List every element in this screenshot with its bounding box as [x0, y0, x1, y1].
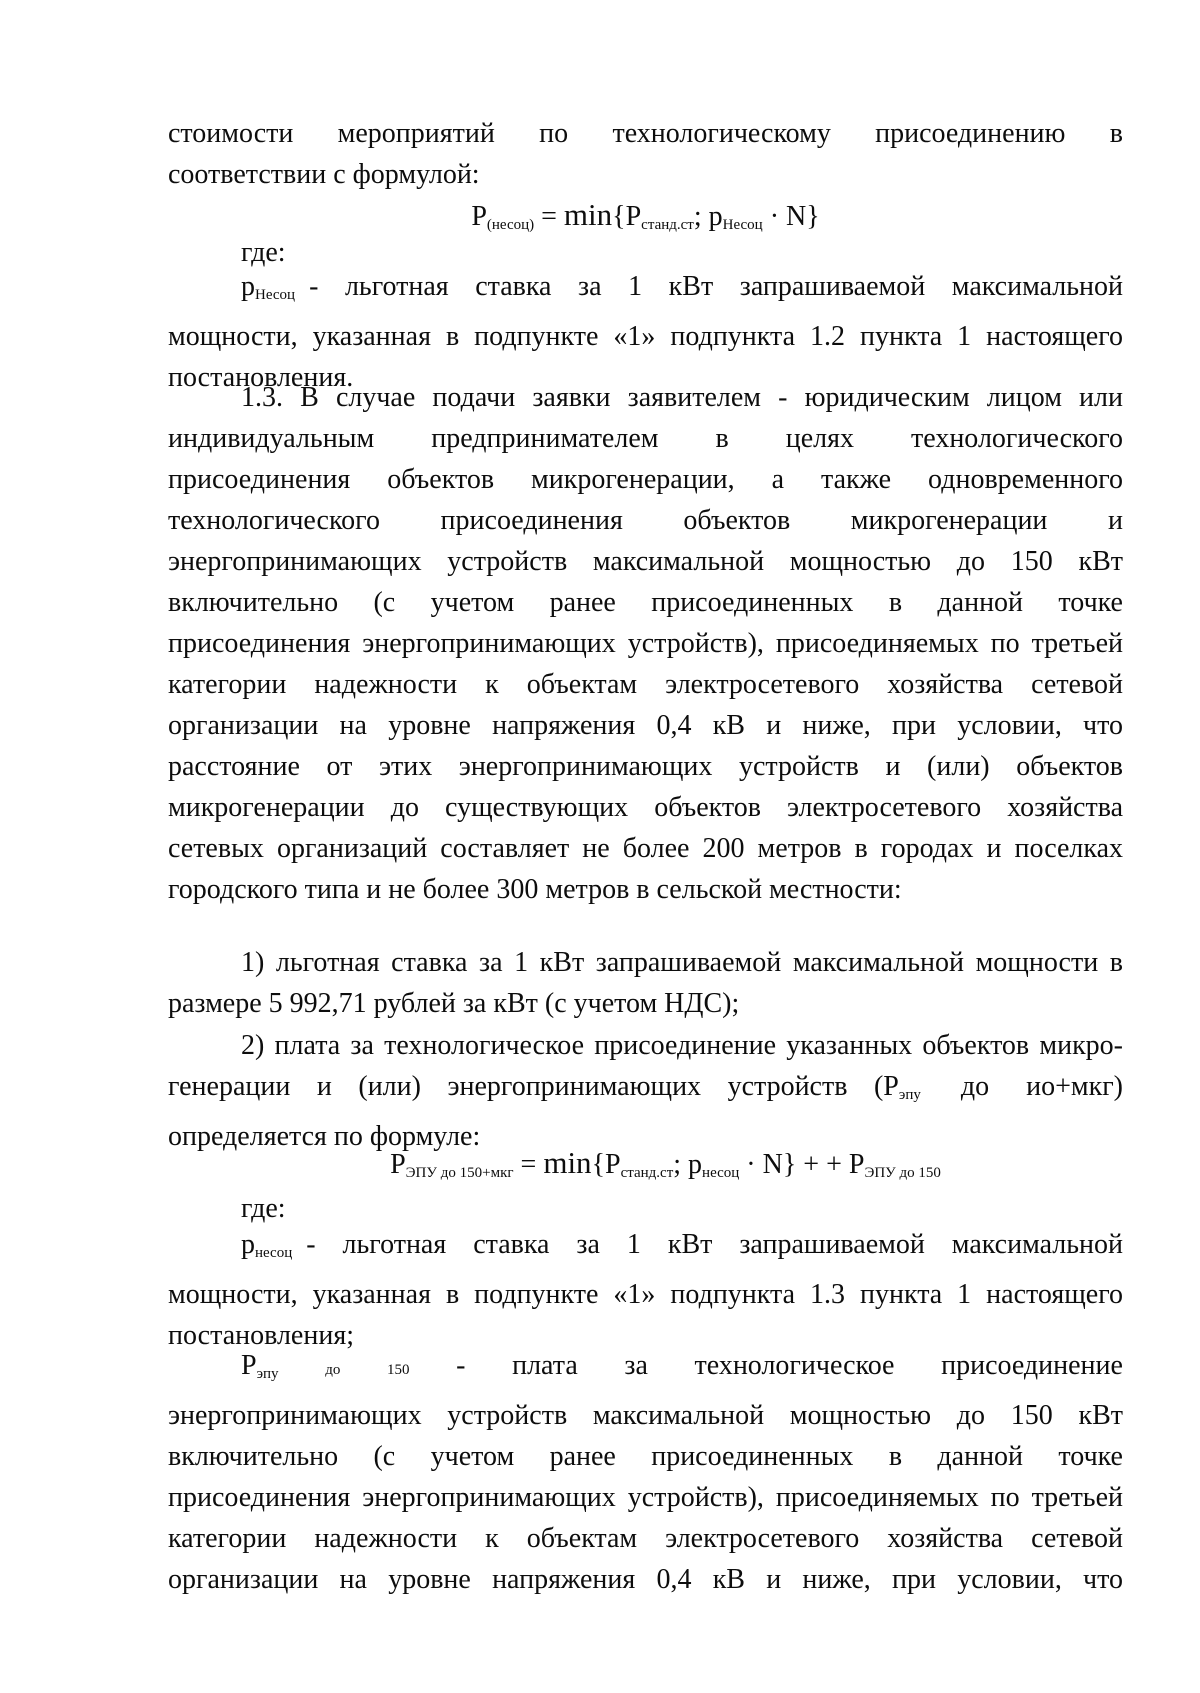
- formula-function: min: [563, 197, 613, 232]
- variable-symbol: P: [241, 1350, 257, 1381]
- text-line: присоединения энергопринимающих устройств), присоединяемых по третьей: [168, 1482, 1123, 1513]
- text-line: мощности, указанная в подпункте «1» подпункта 1.2 пункта 1 настоящего: [168, 321, 1123, 352]
- formula-symbol: P: [390, 1149, 406, 1180]
- formula-subscript: ЭПУ до 150: [864, 1165, 941, 1181]
- definition-2: [168, 1224, 1123, 1356]
- variable-symbol: p: [241, 271, 255, 302]
- formula-2: [168, 1142, 1123, 1194]
- text-line: сетевых организаций составляет не более 200 метров в городах и поселках: [168, 833, 1123, 864]
- formula-operator: =: [513, 1149, 544, 1180]
- formula-symbol: ; p: [673, 1149, 703, 1180]
- text-line: микрогенерации до существующих объектов электросетевого хозяйства: [168, 792, 1123, 823]
- paragraph-1-3: [168, 377, 1123, 910]
- text-line: 2) плата за технологическое присоединение указанных объектов микро-: [241, 1030, 1123, 1061]
- text-line: мощности, указанная в подпункте «1» подпункта 1.3 пункта 1 настоящего: [168, 1279, 1123, 1310]
- definition-3: [168, 1345, 1123, 1600]
- formula-symbol: {P: [612, 201, 642, 232]
- text-line: индивидуальным предпринимателем в целях технологического: [168, 423, 1123, 454]
- formula-symbol: ; p: [693, 201, 723, 232]
- where-text: где:: [241, 1193, 286, 1224]
- variable-subscript: 150: [386, 1362, 410, 1378]
- text-line: категории надежности к объектам электросетевого хозяйства сетевой: [168, 669, 1123, 700]
- text-line: энергопринимающих устройств максимальной мощностью до 150 кВт: [168, 1400, 1123, 1431]
- text-line: включительно (с учетом ранее присоединенных в данной точке: [168, 1441, 1123, 1472]
- text-line: энергопринимающих устройств максимальной мощностью до 150 кВт: [168, 546, 1123, 577]
- definition-variable: [241, 1345, 279, 1395]
- definition-word: присоединение: [941, 1350, 1123, 1381]
- text-line: постановления;: [168, 1320, 354, 1351]
- formula-subscript: ЭПУ до 150+мкг: [405, 1165, 514, 1181]
- paragraph-intro: [168, 113, 1123, 195]
- formula-symbol: · N}: [762, 201, 820, 232]
- where-text: где:: [241, 237, 286, 268]
- formula-symbol: · N} + + P: [739, 1149, 865, 1180]
- text-line: [168, 1066, 1123, 1116]
- variable-symbol: p: [241, 1229, 255, 1260]
- variable-subscript: Несоц: [255, 287, 296, 303]
- text-line: определяется по формуле:: [168, 1121, 481, 1152]
- text-line: 1.3. В случае подачи заявки заявителем - юридическим лицом или: [241, 382, 1123, 413]
- formula-function: min: [543, 1145, 592, 1180]
- text-line: присоединения объектов микрогенерации, а также одновременного: [168, 464, 1123, 495]
- formula-subscript: несоц: [702, 1165, 740, 1181]
- text-line: технологического присоединения объектов микрогенерации и: [168, 505, 1123, 536]
- where-label-2: [168, 1188, 1123, 1229]
- definition-text: - льготная ставка за 1 кВт запрашиваемой максимальной: [309, 271, 1123, 302]
- variable-subscript: эпу: [898, 1087, 921, 1103]
- variable-subscript: эпу: [256, 1366, 279, 1382]
- text-segment: генерации и (или) энергопринимающих устройств (P: [168, 1071, 899, 1102]
- text-line: расстояние от этих энергопринимающих устройств и (или) объектов: [168, 751, 1123, 782]
- text-line: соответствии с формулой:: [168, 159, 480, 190]
- variable-subscript: до: [325, 1362, 341, 1378]
- item-2: [168, 1025, 1123, 1157]
- definition-word: технологическое: [694, 1350, 895, 1381]
- formula-subscript: станд.ст: [641, 217, 694, 233]
- definition-word: плата: [512, 1350, 578, 1381]
- formula-subscript: Несоц: [722, 217, 763, 233]
- formula-symbol: P: [471, 201, 487, 232]
- definition-line: [168, 1345, 1123, 1395]
- text-line: стоимости мероприятий по технологическому присоединению в: [168, 118, 1123, 149]
- text-line: размере 5 992,71 рублей за кВт (с учетом НДС);: [168, 988, 740, 1019]
- item-1: [168, 942, 1123, 1024]
- text-line: городского типа и не более 300 метров в сельской местности:: [168, 874, 902, 905]
- text-segment: [168, 1066, 921, 1116]
- formula-symbol: {P: [591, 1149, 621, 1180]
- formula-operator: =: [534, 201, 564, 232]
- text-line: присоединения энергопринимающих устройств), присоединяемых по третьей: [168, 628, 1123, 659]
- text-line: организации на уровне напряжения 0,4 кВ и ниже, при условии, что: [168, 1564, 1123, 1595]
- text-segment: до ио+мкг): [960, 1071, 1123, 1102]
- definition-word: за: [624, 1350, 648, 1381]
- variable-subscript: несоц: [255, 1245, 293, 1261]
- text-line: включительно (с учетом ранее присоединенных в данной точке: [168, 587, 1123, 618]
- definition-line: [168, 1224, 1123, 1274]
- formula-subscript: станд.ст: [620, 1165, 674, 1181]
- definition-dash: -: [456, 1350, 466, 1381]
- definition-variable: [241, 1224, 292, 1274]
- formula-subscript: (несоц): [486, 217, 535, 233]
- text-line: категории надежности к объектам электросетевого хозяйства сетевой: [168, 1523, 1123, 1554]
- definition-variable: [241, 266, 295, 316]
- definition-text: - льготная ставка за 1 кВт запрашиваемой максимальной: [306, 1229, 1123, 1260]
- text-line: 1) льготная ставка за 1 кВт запрашиваемой максимальной мощности в: [241, 947, 1123, 978]
- text-line: организации на уровне напряжения 0,4 кВ и ниже, при условии, что: [168, 710, 1123, 741]
- formula-line: [168, 1142, 1123, 1194]
- text-line: постановления.: [168, 362, 354, 393]
- definition-line: [168, 266, 1123, 316]
